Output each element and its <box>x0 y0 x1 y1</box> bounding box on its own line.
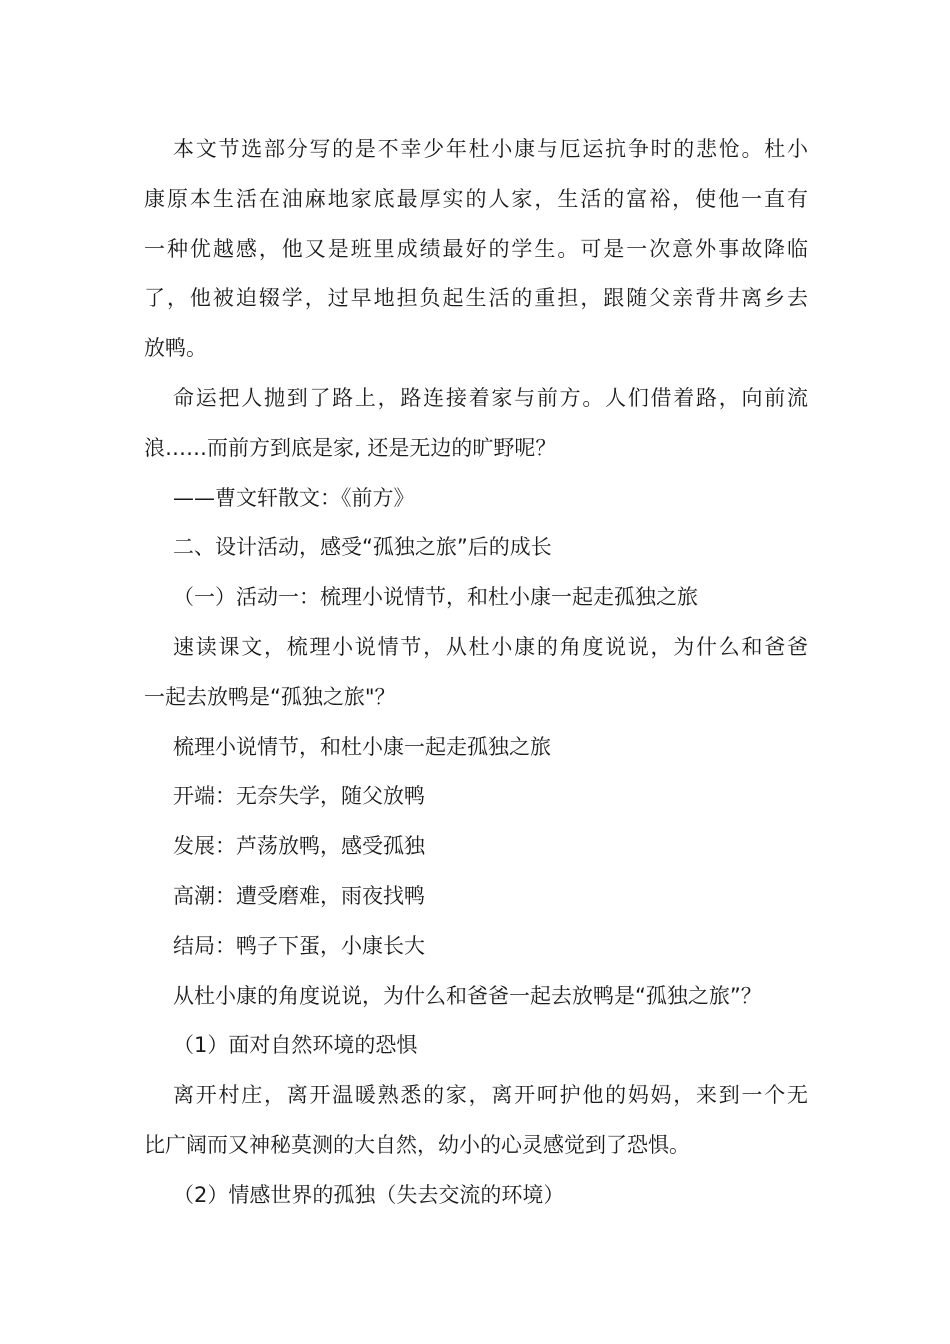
plot-climax: 高潮：遭受磨难，雨夜找鸭 <box>173 883 425 908</box>
paragraph-task <box>144 623 808 723</box>
quote-source: ——曹文轩散文：《前方》 <box>173 485 415 510</box>
point-one-line: 比广阔而又神秘莫测的大自然，幼小的心灵感觉到了恐惧。 <box>144 1132 690 1157</box>
paragraph-point-one <box>144 1071 808 1171</box>
paragraph-quote <box>144 374 808 474</box>
quote-line: 浪……而前方到底是家, 还是无边的旷野呢？ <box>144 435 557 460</box>
plot-development: 发展：芦荡放鸭，感受孤独 <box>173 834 425 859</box>
intro-line: 本文节选部分写的是不幸少年杜小康与厄运抗争时的悲怆。杜小 <box>173 137 808 161</box>
quote-line: 命运把人抛到了路上，路连接着家与前方。人们借着路，向前流 <box>173 385 808 410</box>
plot-heading: 梳理小说情节，和杜小康一起走孤独之旅 <box>173 734 551 759</box>
task-line: 一起去放鸭是“孤独之旅"？ <box>144 684 396 709</box>
question-line: 从杜小康的角度说说，为什么和爸爸一起去放鸭是“孤独之旅”？ <box>173 983 762 1008</box>
point-one-line: 离开村庄，离开温暖熟悉的家，离开呵护他的妈妈，来到一个无 <box>173 1083 808 1108</box>
intro-line: 了，他被迫辍学，过早地担负起生活的重担，跟随父亲背井离乡去 <box>144 286 808 311</box>
plot-ending: 结局：鸭子下蛋，小康长大 <box>173 933 425 958</box>
intro-line: 放鸭。 <box>144 336 207 361</box>
paragraph-intro <box>144 125 808 374</box>
document-body <box>144 125 808 1221</box>
point-two-heading: （2）情感世界的孤独（失去交流的环境） <box>173 1182 565 1207</box>
intro-line: 一种优越感，他又是班里成绩最好的学生。可是一次意外事故降临 <box>144 236 808 261</box>
intro-line: 康原本生活在油麻地家底最厚实的人家，生活的富裕，使他一直有 <box>144 186 808 211</box>
activity-one-heading: （一）活动一：梳理小说情节，和杜小康一起走孤独之旅 <box>173 585 698 610</box>
plot-beginning: 开端：无奈失学，随父放鸭 <box>173 784 425 809</box>
section-two-heading: 二、设计活动，感受“孤独之旅”后的成长 <box>173 535 552 560</box>
task-line: 速读课文，梳理小说情节，从杜小康的角度说说，为什么和爸爸 <box>173 634 808 659</box>
point-one-heading: （1）面对自然环境的恐惧 <box>173 1033 418 1058</box>
